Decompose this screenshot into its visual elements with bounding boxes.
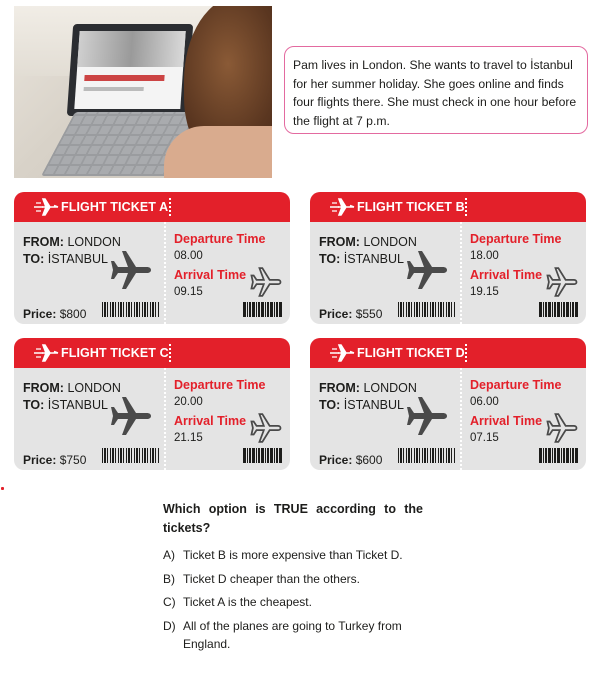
option-letter: D) [163,618,176,633]
option-text: Ticket A is the cheapest. [183,595,312,609]
to-label: TO: [23,252,45,266]
ticket-to [319,398,404,412]
barcode [398,448,456,463]
from-value: LONDON [363,235,417,249]
ticket-price [23,453,86,467]
person-arm [164,126,272,178]
airplane-icon [405,394,449,438]
airplane-small-icon [546,412,578,444]
story-text: Pam lives in London. She wants to travel to İstanbul for her summer holiday. She goes online and finds four flights there. She must check in one hour before the flight at 7 p.m. [293,58,577,128]
barcode-stub [539,302,579,317]
price-label: Price: [319,307,353,321]
to-label: TO: [319,398,341,412]
departure-time-value: 18.00 [470,250,499,262]
from-value: LONDON [363,381,417,395]
ticket-title: FLIGHT TICKET B [357,200,465,214]
price-value: $600 [355,453,383,467]
arrival-time-label: Arrival Time [174,414,247,428]
price-value: $800 [59,307,87,321]
departure-time-label: Departure Time [174,232,266,246]
airplane-small-icon [250,266,282,298]
header-perforation [465,198,469,216]
ticket-to [23,398,108,412]
ticket-header [310,192,586,222]
option-text: Ticket D cheaper than the others. [183,571,360,586]
ticket-from [23,235,121,249]
ticket-perforation [460,222,462,324]
departure-time-value: 06.00 [470,396,499,408]
ticket-perforation [164,368,166,470]
option-letter: A) [163,548,175,562]
option-b[interactable] [163,570,433,588]
arrival-time-label: Arrival Time [470,268,543,282]
from-label: FROM: [319,381,360,395]
from-value: LONDON [67,235,121,249]
from-value: LONDON [67,381,121,395]
departure-time-value: 20.00 [174,396,203,408]
flight-ticket-a [14,192,290,324]
option-c[interactable] [163,593,433,611]
option-d[interactable] [163,617,433,653]
flight-ticket-b [310,192,586,324]
to-value: İSTANBUL [343,398,404,412]
barcode [102,448,160,463]
departure-time-label: Departure Time [470,232,562,246]
to-value: İSTANBUL [47,398,108,412]
question-prompt: Which option is TRUE according to the tickets? [163,502,423,535]
option-letter: B) [163,571,175,586]
airplane-small-icon [250,412,282,444]
ticket-title: FLIGHT TICKET A [61,200,169,214]
from-label: FROM: [23,381,64,395]
ticket-from [319,235,417,249]
ticket-from [319,381,417,395]
margin-mark [1,487,4,490]
airplane-arrow-icon [33,197,59,217]
price-value: $750 [59,453,87,467]
ticket-price [23,307,86,321]
ticket-header [14,192,290,222]
price-label: Price: [23,307,57,321]
ticket-header [310,338,586,368]
price-value: $550 [355,307,383,321]
ticket-title: FLIGHT TICKET C [61,346,169,360]
ticket-to [23,252,108,266]
airplane-arrow-icon [329,197,355,217]
option-letter: C) [163,595,176,609]
airplane-icon [109,248,153,292]
laptop-photo [14,6,272,178]
ticket-price [319,453,382,467]
price-label: Price: [319,453,353,467]
arrival-time-value: 19.15 [470,286,499,298]
to-label: TO: [23,398,45,412]
answer-options [163,546,433,658]
airplane-small-icon [546,266,578,298]
airplane-arrow-icon [33,343,59,363]
from-label: FROM: [319,235,360,249]
ticket-title: FLIGHT TICKET D [357,346,465,360]
departure-time-value: 08.00 [174,250,203,262]
barcode [102,302,160,317]
airplane-icon [109,394,153,438]
laptop-screen [67,24,193,116]
barcode-stub [243,448,283,463]
to-value: İSTANBUL [343,252,404,266]
ticket-from [23,381,121,395]
flight-ticket-c [14,338,290,470]
option-text: Ticket B is more expensive than Ticket D. [183,548,403,562]
header-perforation [169,344,173,362]
story-box [284,46,588,134]
arrival-time-value: 07.15 [470,432,499,444]
airplane-icon [405,248,449,292]
option-a[interactable] [163,546,433,564]
arrival-time-value: 21.15 [174,432,203,444]
ticket-perforation [164,222,166,324]
ticket-price [319,307,382,321]
arrival-time-label: Arrival Time [174,268,247,282]
departure-time-label: Departure Time [470,378,562,392]
ticket-perforation [460,368,462,470]
barcode-stub [243,302,283,317]
ticket-header [14,338,290,368]
departure-time-label: Departure Time [174,378,266,392]
barcode [398,302,456,317]
to-value: İSTANBUL [47,252,108,266]
header-perforation [169,198,173,216]
option-text: All of the planes are going to Turkey from England. [183,618,402,651]
arrival-time-label: Arrival Time [470,414,543,428]
barcode-stub [539,448,579,463]
header-perforation [465,344,469,362]
price-label: Price: [23,453,57,467]
airplane-arrow-icon [329,343,355,363]
to-label: TO: [319,252,341,266]
flight-ticket-d [310,338,586,470]
ticket-to [319,252,404,266]
arrival-time-value: 09.15 [174,286,203,298]
from-label: FROM: [23,235,64,249]
